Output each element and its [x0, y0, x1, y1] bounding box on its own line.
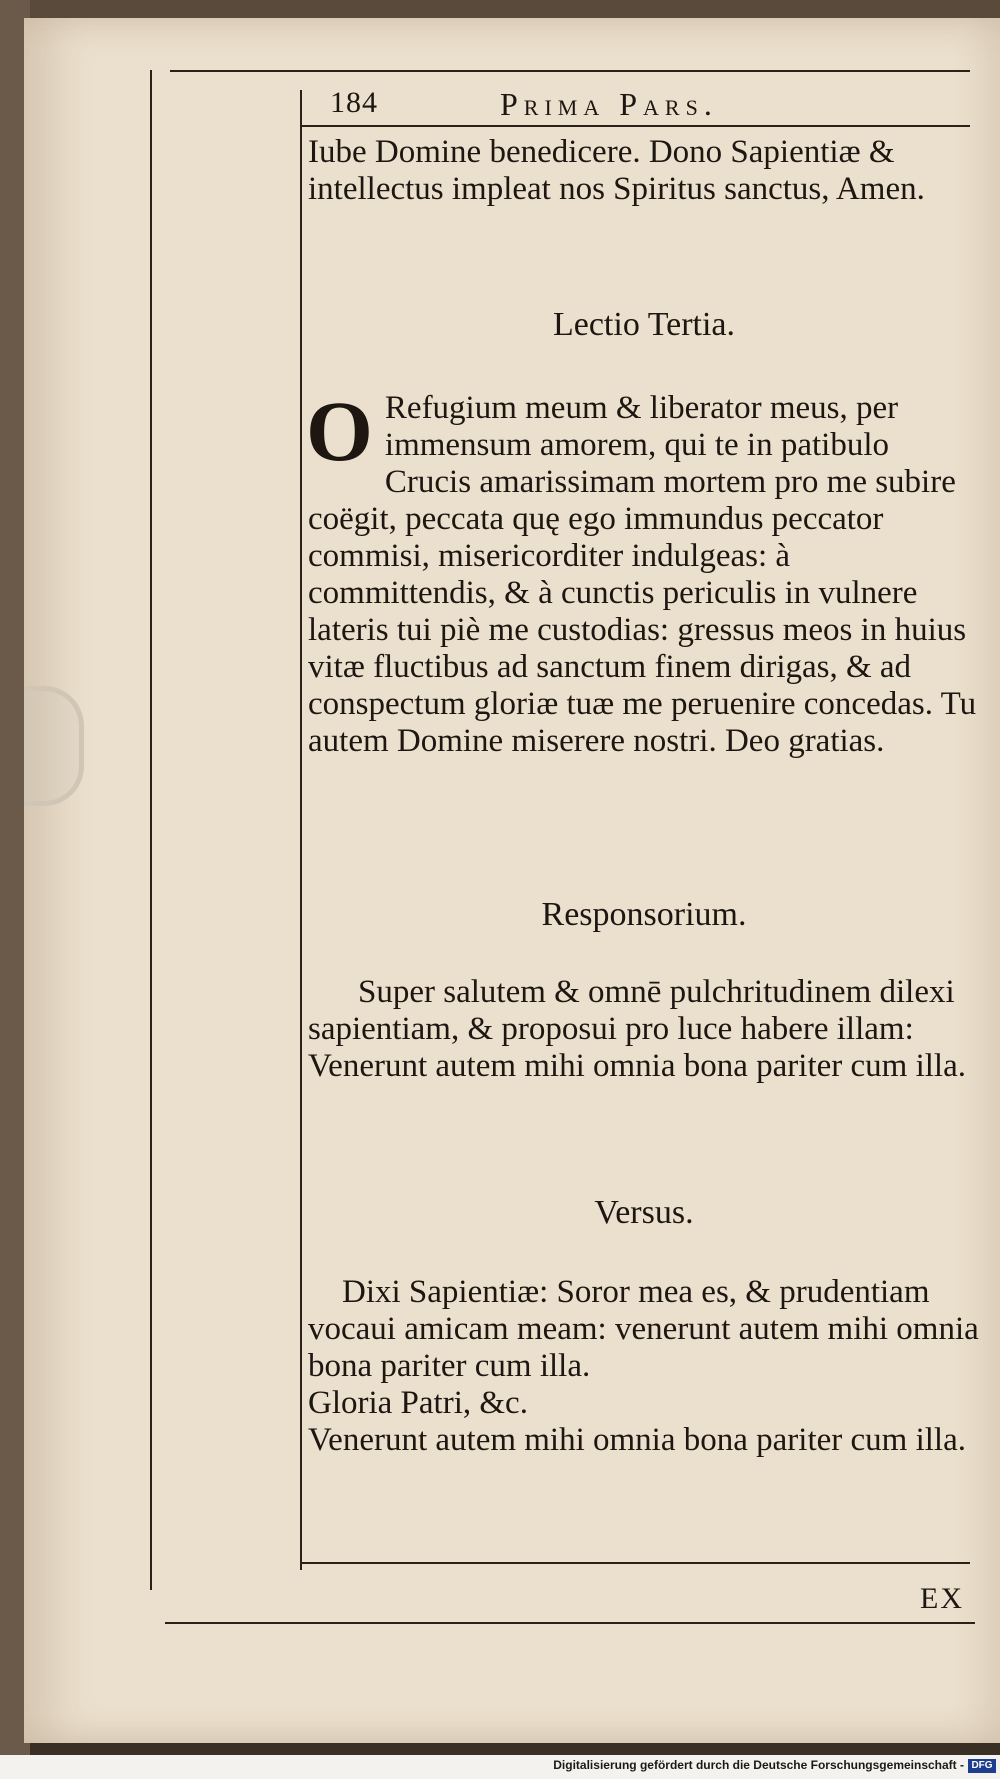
- lectio-heading: Lectio Tertia.: [552, 306, 736, 343]
- dfg-logo-icon: DFG: [968, 1759, 996, 1773]
- frame-rule-inner-left: [300, 90, 302, 1570]
- frame-rule-top: [170, 70, 970, 72]
- versus-paragraph: [308, 1274, 980, 1459]
- catchword: EX: [920, 1582, 964, 1615]
- footer-credit: Digitalisierung gefördert durch die Deutsche Forschungsgemeinschaft -: [553, 1758, 964, 1772]
- responsorium-text: Super salutem & omnē pulchritudinem dilexi sapientiam, & proposui pro luce habere illam: Venerunt autem mihi omnia bona pariter cum illa.: [308, 974, 966, 1084]
- opening-text: Iube Domine benedicere. Dono Sapientiæ & intellectus impleat nos Spiritus sanctus, Amen.: [308, 134, 925, 207]
- drop-cap: O: [306, 383, 373, 479]
- versus-text: Dixi Sapientiæ: Soror mea es, & prudentiam vocaui amicam meam: venerunt autem mihi omnia bona pariter cum illa.: [308, 1274, 979, 1384]
- running-head: Prima Pars.: [500, 86, 718, 122]
- frame-rule-bottom: [300, 1562, 970, 1564]
- versus-heading: Versus.: [594, 1194, 694, 1231]
- responsorium-heading: Responsorium.: [541, 896, 747, 933]
- book-page: [24, 18, 1000, 1743]
- frame-rule-outer-left: [150, 70, 152, 1590]
- lectio-text: Refugium meum & liberator meus, per immensum amorem, qui te in patibulo Crucis amarissimam mortem pro me subire coëgit, peccata quę ego immundus peccator commisi, misericorditer indulgeas: à committendis, & à cunctis periculis in vulnere lateris tui piè me custodias: gressus meos in huius vitæ fluctibus ad sanctum finem dirigas, & ad conspectum gloriæ tuæ me peruenire concedas. Tu autem Domine miserere nostri. Deo gratias.: [308, 390, 977, 759]
- opening-paragraph: [308, 134, 980, 208]
- responsorium-paragraph: [308, 974, 980, 1085]
- lectio-paragraph: [306, 383, 980, 760]
- clasp-shadow: [24, 686, 84, 806]
- frame-rule-foot: [165, 1622, 975, 1624]
- page-number: 184: [330, 86, 378, 119]
- frame-rule-under-header: [300, 125, 970, 127]
- gloria-text: Gloria Patri, &c.: [308, 1385, 528, 1421]
- versus-repeat-text: Venerunt autem mihi omnia bona pariter cum illa.: [308, 1422, 966, 1458]
